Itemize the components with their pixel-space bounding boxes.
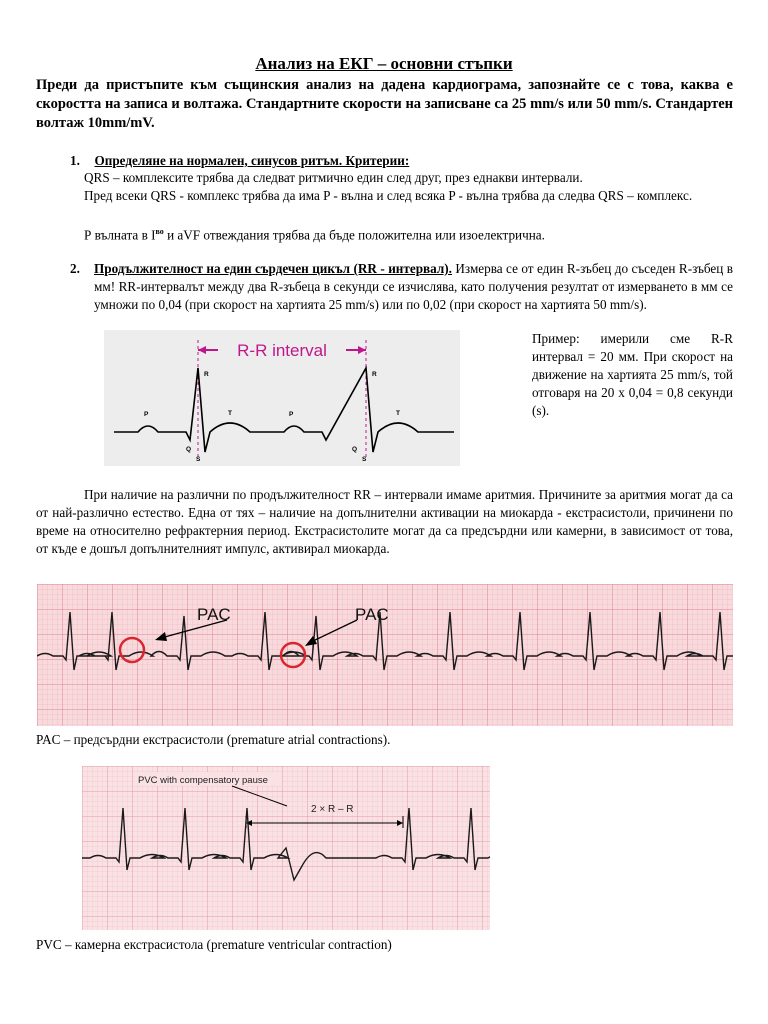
wave-label-r2: R — [372, 371, 377, 378]
section-1-line-2: Пред всеки QRS - комплекс трябва да има P - вълна и след всяка P - вълна трябва да следва QRS – комплекс. — [84, 188, 693, 203]
pac-caption: PAC – предсърдни екстрасистоли (premature atrial contractions). — [36, 732, 391, 747]
pac-label-2: PAC — [355, 605, 389, 624]
wave-label-q2: Q — [352, 446, 358, 453]
pvc-caption: PVC – камерна екстрасистола (premature ventricular contraction) — [36, 937, 392, 952]
pac-ecg-strip — [37, 584, 733, 726]
wave-label-s2: S — [362, 456, 367, 463]
section-1-line-3-pre: Р вълната в I — [84, 227, 156, 243]
page-title: Анализ на ЕКГ – основни стъпки — [255, 54, 513, 73]
wave-label-s1: S — [196, 456, 201, 463]
section-1-line-1: QRS – комплексите трябва да следват ритмично един след друг, през еднакви интервали. — [84, 170, 583, 185]
section-1-line-3-sup: во — [155, 227, 164, 236]
section-1-heading-line — [70, 152, 409, 170]
wave-label-t1: T — [228, 410, 232, 417]
wave-label-p1: P — [144, 411, 149, 418]
intro-paragraph: Преди да пристъпите към същинския анализ на дадена кардиограма, запознайте се с това, каква е скоростта на записа и волтажа. Стандартните скорости на записване са 25 mm/s или 50 mm/s. Стандартен волтаж 10mm/mV. — [36, 77, 733, 131]
wave-label-t2: T — [396, 410, 400, 417]
rr-interval-figure — [104, 330, 460, 466]
rr-interval-label: R-R interval — [237, 341, 327, 360]
wave-label-r1: R — [204, 371, 209, 378]
section-1-number: 1. — [70, 153, 80, 168]
section-2-number: 2. — [70, 261, 80, 276]
pvc-ecg-strip — [82, 766, 490, 930]
section-1-line-3-post: и aVF отвеждания трябва да бъде положителна или изоелектрична. — [163, 227, 545, 243]
rr-example: Пример: имерили сме R-R интервал = 20 мм. При скорост на движение на хартията 25 mm/s, той отговаря на 20 х 0,04 = 0,8 секунди (s). — [532, 331, 733, 418]
wave-label-p2: P — [289, 411, 294, 418]
section-2-paragraph — [94, 260, 733, 314]
section-2-text: Измерва се от един R-зъбец до съседен R-зъбец в мм! RR-интервалът между два R-зъбеца в секунди се изчислява, като получения резултат от измерването в мм се умножи по 0,04 (при скорост на хартията 25 mm/s) или по 0,02 (при скорост на хартията 50 mm/s). — [94, 261, 733, 312]
pac-label-1: PAC — [197, 605, 231, 624]
wave-label-q1: Q — [186, 446, 192, 453]
section-1-heading: Определяне на нормален, синусов ритъм. Критерии: — [94, 153, 410, 168]
section-2-heading: Продължителност на един сърдечен цикъл (RR - интервал). — [94, 261, 452, 276]
arrhythmia-paragraph: При наличие на различни по продължителност RR – интервали имаме аритмия. Причините за аритмия могат да са от най-различно естество. Една от тях – наличие на допълнителни активации на миокарда - екстрасистоли, причинени по време на относително рефрактерния период. Екстрасистолите могат да са предсърдни или камерни, в зависимост от това, от къде е дошъл допълнителният импулс, активирал миокарда. — [36, 487, 733, 556]
pvc-interval-label: 2 × R – R — [311, 804, 354, 815]
pvc-title: PVC with compensatory pause — [138, 775, 268, 786]
section-1-line-3 — [84, 223, 545, 244]
